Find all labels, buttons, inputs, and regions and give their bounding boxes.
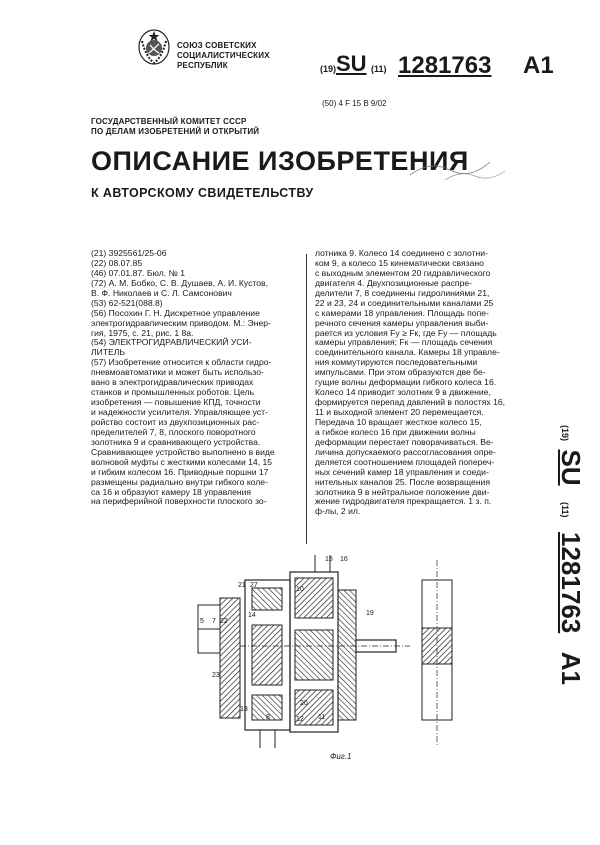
- text-line: вано в электрогидравлических приводах: [91, 377, 254, 388]
- inid-11: (11): [371, 64, 387, 74]
- figure-label: 13: [240, 706, 248, 713]
- text-line: речного сечения камеры управления выби-: [315, 317, 489, 328]
- committee-line: ПО ДЕЛАМ ИЗОБРЕТЕНИЙ И ОТКРЫТИЙ: [91, 127, 260, 136]
- text-line: ных сечений камер 18 управления и соеди-: [315, 466, 489, 477]
- scan-artifact: [405, 150, 525, 195]
- text-line: рается из условия Fy ≥ Fк, где Fy — площадь: [315, 327, 497, 338]
- text-line: 22 и 23, 24 и соединительными каналами 25: [315, 297, 494, 308]
- text-line: (72) А. М. Бобко, С. В. Душаев, А. И. Кустов,: [91, 277, 268, 288]
- text-line: камеры управления; Fк — площадь сечения: [315, 337, 493, 348]
- left-text-column: [91, 249, 275, 507]
- side-inid-19: (19): [560, 425, 570, 442]
- text-line: 11 и выходной элемент 20 перемещается.: [315, 407, 484, 417]
- text-line: лотника 9. Колесо 14 соединено с золотни-: [315, 248, 488, 258]
- committee-line: ГОСУДАРСТВЕННЫЙ КОМИТЕТ СССР: [91, 117, 247, 126]
- text-line: (46) 07.01.87. Бюл. № 1: [91, 267, 185, 278]
- figure-label: 20: [300, 700, 308, 707]
- text-line: и надежности усилителя. Управляющее уст-: [91, 407, 268, 417]
- kind-code: A1: [523, 52, 554, 79]
- text-line: са 16 и образуют камеру 18 управления: [91, 486, 252, 497]
- text-line: и гибким колесом 16. Приводные поршни 17: [91, 466, 269, 477]
- figure-label: 22: [220, 618, 228, 625]
- technical-drawing: [190, 550, 470, 750]
- side-kind-code: A1: [556, 651, 586, 685]
- text-line: а гибкое колесо 16 при движении волны: [315, 426, 476, 437]
- text-line: нительных каналов 25. После возвращения: [315, 476, 491, 487]
- text-line: деформации перестает поворачиваться. Ве-: [315, 436, 494, 447]
- text-line: с камерами 18 управления. Площадь попе-: [315, 307, 489, 318]
- side-stamp: [555, 425, 586, 685]
- text-line: жение гидродвигателя прекращается. 1 з. п.: [315, 496, 492, 507]
- text-line: ЛИТЕЛЬ: [91, 347, 126, 358]
- side-inid-11: (11): [560, 502, 570, 518]
- org-line: РЕСПУБЛИК: [177, 61, 228, 70]
- text-line: (53) 62-521(088.8): [91, 297, 163, 308]
- text-line: (56) Посохин Г. Н. Дискретное управление: [91, 307, 260, 318]
- text-line: (54) ЭЛЕКТРОГИДРАВЛИЧЕСКИЙ УСИ-: [91, 337, 252, 348]
- inid-19: (19): [320, 64, 337, 74]
- text-line: двигателя 4. Двухпозиционные распре-: [315, 277, 472, 288]
- text-line: гия, 1975, с. 21, рис. 1 8а.: [91, 327, 194, 338]
- text-line: ком 9, а колесо 15 кинематически связано: [315, 257, 484, 268]
- text-line: (22) 08.07.85: [91, 257, 143, 268]
- side-document-number: 1281763: [556, 532, 586, 634]
- figure-label: 11: [318, 714, 326, 721]
- text-line: с выходным элементом 20 гидравлического: [315, 267, 491, 278]
- figure-label: 23: [212, 672, 220, 679]
- text-line: (57) Изобретение относится к области гидро-: [91, 357, 272, 368]
- text-line: В. Ф. Николаев и С. Л. Самсонович: [91, 287, 232, 298]
- text-line: электрогидравлическим приводом. М.: Энер-: [91, 317, 271, 328]
- ipc-class: (50) 4 F 15 B 9/02: [322, 99, 387, 108]
- text-line: изобретения — повышение КПД, точности: [91, 397, 261, 408]
- country-code: SU: [336, 51, 367, 76]
- org-line: СОЦИАЛИСТИЧЕСКИХ: [177, 51, 270, 60]
- text-line: деляется соотношением площадей попереч-: [315, 456, 495, 467]
- document-number: 1281763: [398, 52, 492, 79]
- text-line: золотника 9 и сравнивающего устройства.: [91, 436, 261, 447]
- text-line: формируется перепад давлений в полостях 16,: [315, 397, 506, 408]
- text-line: волновой муфты с жесткими колесами 14, 15: [91, 456, 273, 467]
- text-line: ния коммутируются последовательными: [315, 357, 478, 368]
- figure-label: 21: [238, 582, 246, 589]
- figure-label: 19: [366, 610, 374, 617]
- text-line: станков и промышленных роботов. Цель: [91, 387, 255, 398]
- text-line: Колесо 14 приводит золотник 9 в движение,: [315, 387, 491, 398]
- text-line: ф-лы, 2 ил.: [315, 506, 361, 517]
- org-line: СОЮЗ СОВЕТСКИХ: [177, 41, 257, 50]
- text-line: пневмоавтоматики и может быть использо-: [91, 367, 264, 378]
- figure-label: 14: [248, 612, 256, 619]
- figure-label: 10: [296, 586, 304, 593]
- state-emblem-icon: [137, 27, 171, 67]
- figure-label: 12: [296, 716, 304, 723]
- text-line: соединительного канала. Камеры 18 управле-: [315, 347, 500, 358]
- text-line: Сравнивающее устройство выполнено в виде: [91, 446, 275, 457]
- text-line: импульсами. При этом образуются две бе-: [315, 367, 486, 378]
- text-line: личина допускаемого рассогласования опре-: [315, 446, 496, 457]
- text-line: размещены радиально внутри гибкого коле-: [91, 476, 268, 487]
- text-line: (21) 3925561/25-06: [91, 248, 167, 258]
- page-title: ОПИСАНИЕ ИЗОБРЕТЕНИЯ: [91, 146, 469, 176]
- figure-label: 16: [340, 556, 348, 563]
- figure-caption: Фиг.1: [330, 752, 352, 761]
- page-subtitle: К АВТОРСКОМУ СВИДЕТЕЛЬСТВУ: [91, 186, 314, 200]
- text-line: делители 7, 8 соединены гидролиниями 21,: [315, 287, 490, 298]
- text-line: ройство состоит из двухпозиционных рас-: [91, 416, 260, 427]
- text-line: гущие волны деформации гибкого колеса 16.: [315, 377, 497, 388]
- figure-label: 5: [200, 618, 204, 625]
- text-line: Передача 10 вращает жесткое колесо 15,: [315, 416, 482, 427]
- column-divider: [306, 254, 307, 544]
- text-line: на периферийной поверхности плоского зо-: [91, 496, 267, 507]
- side-country-code: SU: [556, 449, 586, 486]
- figure-label: 7: [212, 618, 216, 625]
- figure-label: 15: [325, 556, 333, 563]
- text-line: золотника 9 в нейтральное положение дви-: [315, 486, 490, 497]
- right-text-column: [315, 249, 505, 517]
- figure-label: 8: [266, 714, 270, 721]
- figure-label: 27: [250, 582, 258, 589]
- text-line: пределителей 7, 8, плоского поворотного: [91, 426, 256, 437]
